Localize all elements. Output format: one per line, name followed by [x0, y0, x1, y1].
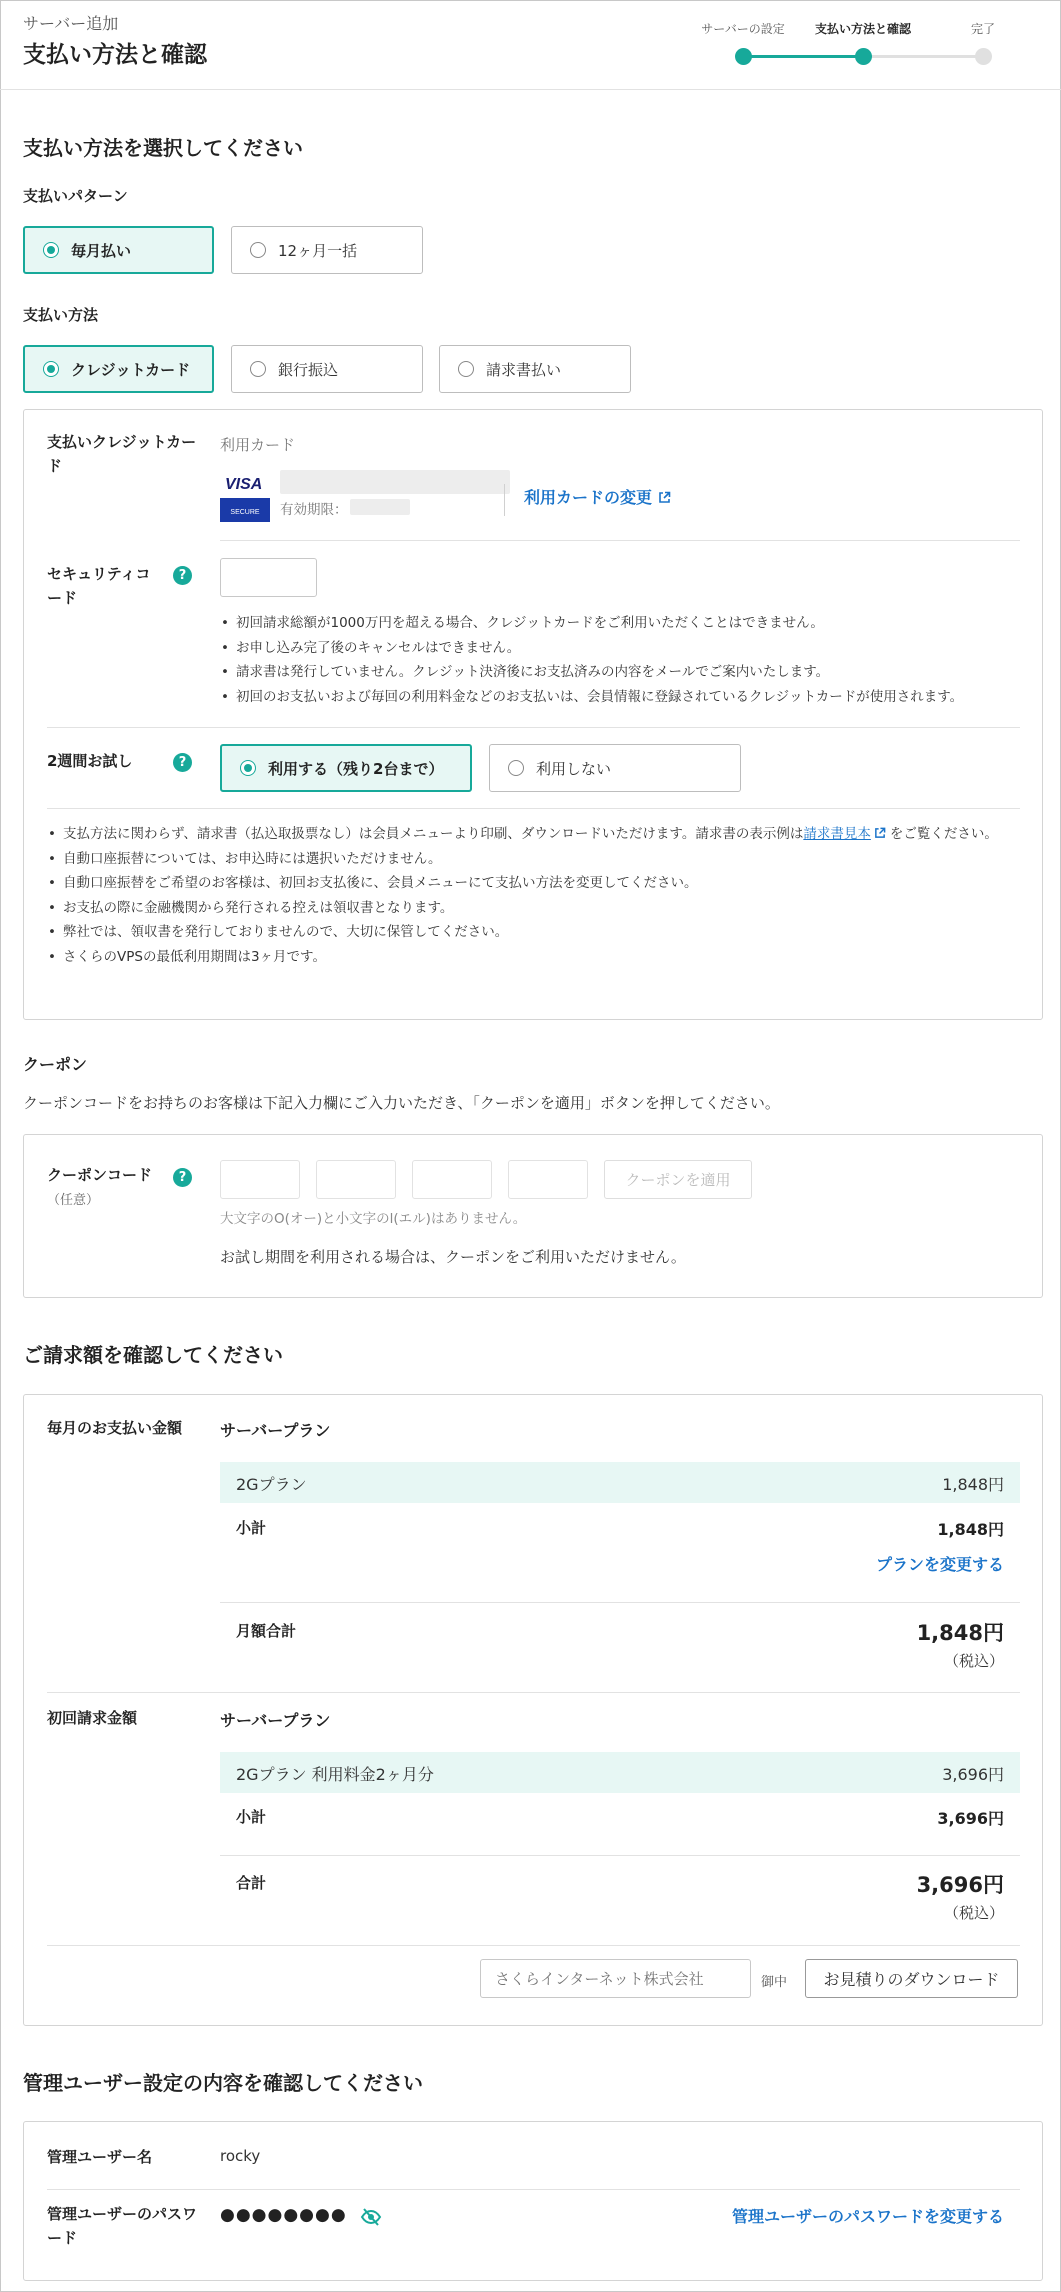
initial-total: 3,696円 [916, 1873, 1004, 1897]
monthly-label: 毎月のお支払い金額 [47, 1419, 183, 1437]
list-item: • 初回のお支払いおよび毎回の利用料金などのお支払いは、会員情報に登録されているクレジットカードが使用されます。 [220, 685, 1020, 710]
list-item: • 初回請求総額が1000万円を超える場合、クレジットカードをご利用いただくことはできません。 [220, 611, 1020, 636]
admin-password-mask: ●●●●●●●● [220, 2205, 347, 2225]
coupon-input-1[interactable] [220, 1160, 300, 1199]
coupon-description: クーポンコードをお持ちのお客様は下記入力欄にご入力いただき、「クーポンを適用」ボタンを押してください。 [23, 1094, 780, 1112]
divider [220, 1855, 1020, 1856]
billing-heading: ご請求額を確認してください [23, 1343, 283, 1367]
admin-password-label: 管理ユーザーのパスワード [47, 2205, 198, 2247]
admin-name-value: rocky [220, 2147, 261, 2165]
initial-plan-heading: サーバープラン [220, 1711, 331, 1730]
security-notes-list [220, 611, 1020, 709]
list-item: • 弊社では、領収書を発行しておりませんので、大切に保管してください。 [47, 920, 1022, 945]
card-label: 支払いクレジットカード [47, 433, 197, 475]
billing-panel [23, 1394, 1043, 2026]
radio-icon [508, 760, 524, 776]
method-option-credit-card[interactable] [23, 345, 214, 393]
security-code-label: セキュリティコード [47, 565, 151, 607]
monthly-item-price: 1,848円 [942, 1475, 1004, 1494]
eye-slash-icon[interactable] [360, 2207, 382, 2227]
monthly-plan-heading: サーバープラン [220, 1421, 331, 1440]
card-expiry-masked [350, 499, 410, 515]
coupon-input-4[interactable] [508, 1160, 588, 1199]
card-number-masked [280, 470, 510, 494]
admin-panel [23, 2121, 1043, 2281]
coupon-apply-button[interactable]: クーポンを適用 [604, 1160, 752, 1199]
method-option-bank-transfer[interactable] [231, 345, 423, 393]
method-option-label: 銀行振込 [278, 360, 339, 379]
method-option-invoice[interactable] [439, 345, 631, 393]
coupon-label: クーポンコード（任意） [47, 1166, 153, 1208]
pattern-option-yearly[interactable] [231, 226, 423, 274]
divider [47, 808, 1020, 809]
initial-item-price: 3,696円 [942, 1765, 1004, 1784]
payment-notes-list [47, 822, 1022, 969]
page-title: 支払い方法と確認 [23, 42, 207, 68]
step-label-1: サーバーの設定 [701, 22, 785, 36]
radio-selected-icon [43, 242, 59, 258]
list-item: • 請求書は発行していません。クレジット決済後にお支払済みの内容をメールでご案内いたします。 [220, 660, 1020, 685]
step-label-2: 支払い方法と確認 [814, 22, 912, 36]
monthly-total-label: 月額合計 [236, 1622, 297, 1640]
list-item: • お申し込み完了後のキャンセルはできません。 [220, 636, 1020, 661]
trial-option-not-use[interactable] [489, 744, 741, 792]
step-label-3: 完了 [970, 22, 996, 36]
security-code-input[interactable] [220, 558, 317, 597]
change-card-link-label: 利用カードの変更 [524, 488, 653, 507]
estimate-company-input[interactable] [480, 1959, 751, 1998]
change-admin-password-link[interactable]: 管理ユーザーのパスワードを変更する [731, 2207, 1004, 2226]
divider [47, 727, 1020, 728]
page-header [0, 0, 1061, 90]
monthly-subtotal-label: 小計 [236, 1519, 267, 1537]
list-item: • 支払方法に関わらず、請求書（払込取扱票なし）は会員メニューより印刷、ダウンロードいただけます。請求書の表示例は請求書見本 をご覧ください。 [47, 822, 1022, 847]
initial-item-name: 2Gプラン 利用料金2ヶ月分 [236, 1765, 434, 1784]
trial-option-use[interactable] [220, 744, 472, 792]
radio-icon [250, 242, 266, 258]
trial-help-icon[interactable]: ? [173, 753, 192, 772]
vertical-divider [504, 484, 505, 516]
admin-heading: 管理ユーザー設定の内容を確認してください [23, 2071, 423, 2095]
radio-selected-icon [240, 760, 256, 776]
monthly-item-name: 2Gプラン [236, 1475, 307, 1494]
admin-name-label: 管理ユーザー名 [47, 2148, 153, 2166]
initial-tax-note: （税込） [943, 1904, 1004, 1922]
list-item: • 自動口座振替をご希望のお客様は、初回お支払後に、会員メニューにて支払い方法を変更してください。 [47, 871, 1022, 896]
visa-secure-logo-icon [220, 472, 270, 522]
svg-text:VISA: VISA [225, 476, 263, 493]
initial-label: 初回請求金額 [47, 1709, 138, 1727]
svg-text:SECURE: SECURE [230, 509, 260, 516]
method-option-label: 請求書払い [486, 360, 562, 379]
radio-icon [458, 361, 474, 377]
initial-total-label: 合計 [236, 1874, 267, 1892]
monthly-total: 1,848円 [916, 1621, 1004, 1645]
radio-icon [250, 361, 266, 377]
card-sub-label: 利用カード [220, 436, 296, 454]
monthly-tax-note: （税込） [943, 1652, 1004, 1670]
method-option-label: クレジットカード [71, 360, 191, 379]
initial-subtotal-label: 小計 [236, 1808, 267, 1826]
step-line-done [743, 55, 863, 58]
change-plan-link[interactable]: プランを変更する [875, 1555, 1004, 1574]
step-dot-2 [855, 48, 872, 65]
change-card-link[interactable] [524, 485, 671, 508]
coupon-hint: 大文字のO(オー)と小文字のl(エル)はありません。 [220, 1211, 527, 1227]
method-label: 支払い方法 [23, 306, 99, 324]
step-dot-3 [975, 48, 992, 65]
divider [47, 2189, 1020, 2190]
pattern-option-monthly[interactable] [23, 226, 214, 274]
coupon-help-icon[interactable]: ? [173, 1168, 192, 1187]
coupon-input-2[interactable] [316, 1160, 396, 1199]
external-link-icon [658, 491, 671, 504]
step-dot-1 [735, 48, 752, 65]
page-subtitle: サーバー追加 [23, 14, 119, 33]
trial-option-label: 利用する（残り2台まで） [268, 759, 444, 778]
divider [220, 1602, 1020, 1603]
invoice-sample-link[interactable]: 請求書見本 [803, 826, 871, 842]
divider [47, 1692, 1020, 1693]
trial-label: 2週間お試し [47, 752, 133, 770]
initial-subtotal: 3,696円 [937, 1809, 1004, 1828]
estimate-download-button[interactable]: お見積りのダウンロード [805, 1959, 1018, 1998]
estimate-suffix: 御中 [761, 1975, 788, 1990]
coupon-trial-note: お試し期間を利用される場合は、クーポンをご利用いただけません。 [220, 1248, 686, 1266]
trial-option-label: 利用しない [536, 759, 612, 778]
coupon-input-3[interactable] [412, 1160, 492, 1199]
step-line-todo [863, 55, 983, 58]
list-item: • お支払の際に金融機関から発行される控えは領収書となります。 [47, 896, 1022, 921]
pattern-option-label: 毎月払い [71, 241, 132, 260]
credit-card-panel [23, 409, 1043, 1020]
pattern-option-label: 12ヶ月一括 [278, 241, 358, 260]
list-item: • 自動口座振替については、お申込時には選択いただけません。 [47, 847, 1022, 872]
payment-heading: 支払い方法を選択してください [23, 136, 303, 160]
divider [220, 540, 1020, 541]
list-item: • さくらのVPSの最低利用期間は3ヶ月です。 [47, 945, 1022, 970]
coupon-heading: クーポン [23, 1055, 88, 1074]
external-link-icon [874, 827, 886, 839]
monthly-subtotal: 1,848円 [937, 1520, 1004, 1539]
security-code-help-icon[interactable]: ? [173, 566, 192, 585]
pattern-label: 支払いパターン [23, 187, 128, 205]
divider [47, 1945, 1020, 1946]
progress-steps [690, 18, 1010, 68]
coupon-panel [23, 1134, 1043, 1298]
radio-selected-icon [43, 361, 59, 377]
card-expiry-label: 有効期限： [280, 502, 348, 518]
